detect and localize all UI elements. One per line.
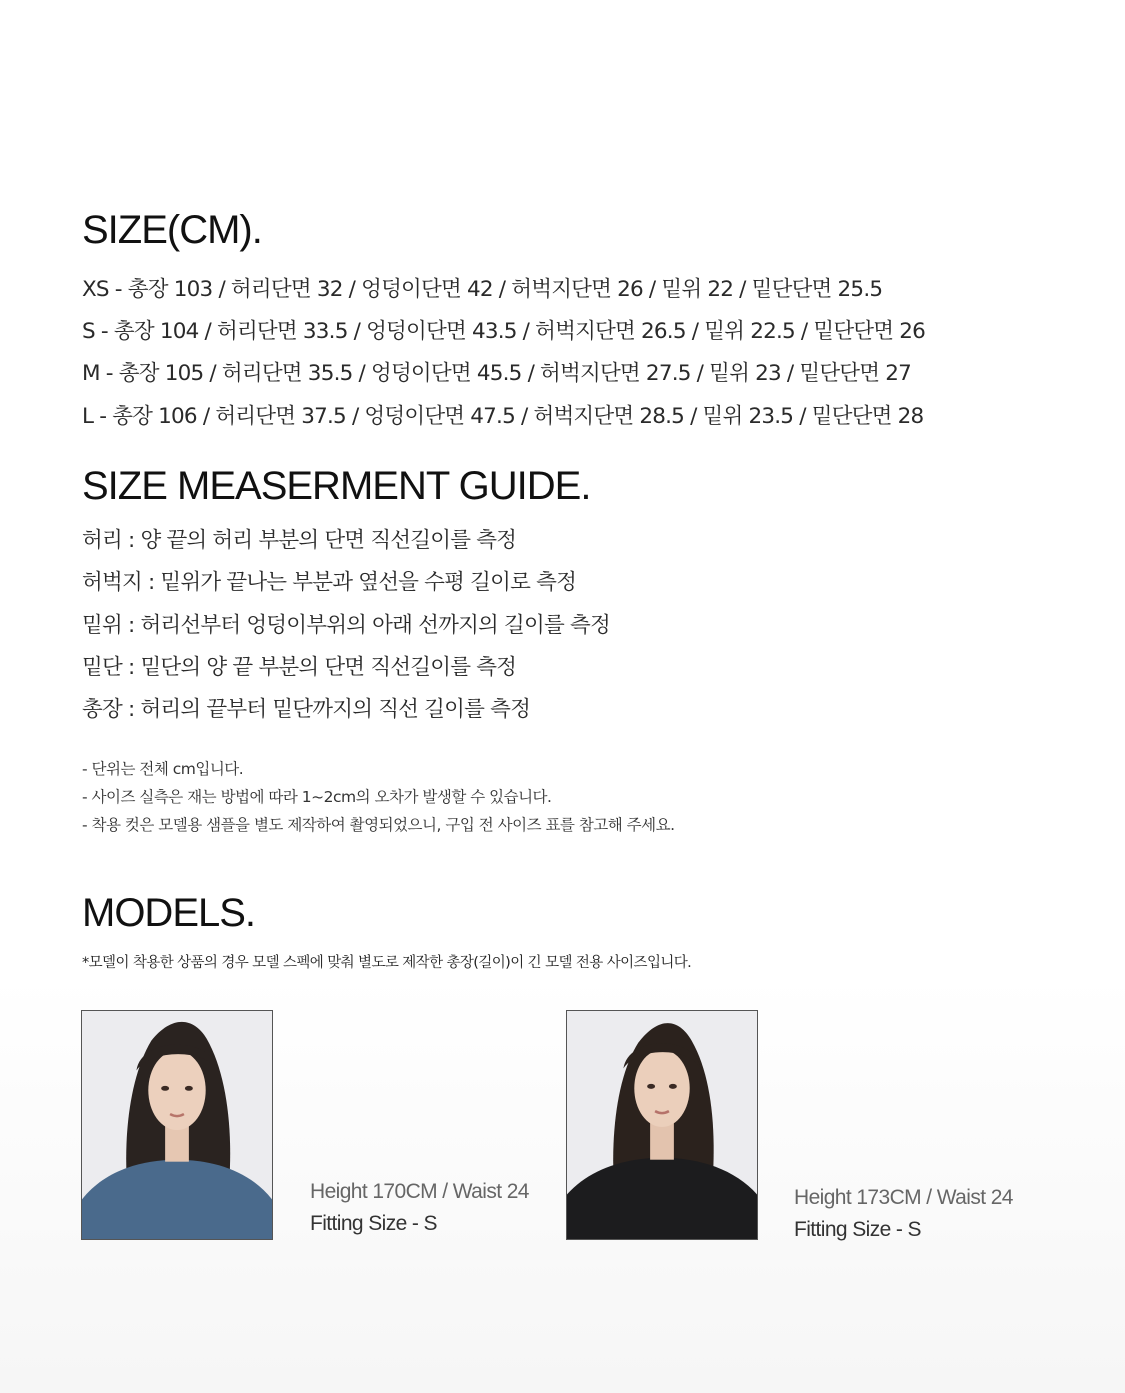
note-unit: - 단위는 전체 cm입니다. xyxy=(82,760,244,778)
model-spec-1 xyxy=(310,1180,529,1236)
size-row-m: M - 총장 105 / 허리단면 35.5 / 엉덩이단면 45.5 / 허벅지단면 27.5 / 밑위 23 / 밑단단면 27 xyxy=(82,361,912,386)
model-1-height-waist: Height 170CM / Waist 24 xyxy=(310,1180,529,1203)
model-portrait-1 xyxy=(82,1011,272,1239)
model-photo-1 xyxy=(81,1010,273,1240)
guide-item-hem: 밑단 : 밑단의 양 끝 부분의 단면 직선길이를 측정 xyxy=(82,655,517,680)
note-sample: - 착용 컷은 모델용 샘플을 별도 제작하여 촬영되었으니, 구입 전 사이즈 표를 참고해 주세요. xyxy=(82,816,675,834)
note-tolerance: - 사이즈 실측은 재는 방법에 따라 1~2cm의 오차가 발생할 수 있습니다. xyxy=(82,788,552,806)
size-row-s: S - 총장 104 / 허리단면 33.5 / 엉덩이단면 43.5 / 허벅지단면 26.5 / 밑위 22.5 / 밑단단면 26 xyxy=(82,319,926,344)
model-2-fitting-size: Fitting Size - S xyxy=(794,1218,921,1241)
guide-item-rise: 밑위 : 허리선부터 엉덩이부위의 아래 선까지의 길이를 측정 xyxy=(82,613,610,638)
size-row-xs: XS - 총장 103 / 허리단면 32 / 엉덩이단면 42 / 허벅지단면 26 / 밑위 22 / 밑단단면 25.5 xyxy=(82,277,883,302)
measurement-guide-title: SIZE MEASERMENT GUIDE. xyxy=(82,464,591,508)
model-2-height-waist: Height 173CM / Waist 24 xyxy=(794,1186,1013,1209)
model-portrait-2 xyxy=(567,1011,757,1239)
models-note: *모델이 착용한 상품의 경우 모델 스펙에 맞춰 별도로 제작한 총장(길이)이 긴 모델 전용 사이즈입니다. xyxy=(82,955,692,971)
guide-item-thigh: 허벅지 : 밑위가 끝나는 부분과 옆선을 수평 길이로 측정 xyxy=(82,570,577,595)
guide-item-length: 총장 : 허리의 끝부터 밑단까지의 직선 길이를 측정 xyxy=(82,697,531,722)
guide-item-waist: 허리 : 양 끝의 허리 부분의 단면 직선길이를 측정 xyxy=(82,528,517,553)
model-spec-2 xyxy=(794,1186,1013,1242)
models-section-title: MODELS. xyxy=(82,891,256,935)
size-section-title: SIZE(CM). xyxy=(82,208,262,252)
model-photo-2 xyxy=(566,1010,758,1240)
model-1-fitting-size: Fitting Size - S xyxy=(310,1212,437,1235)
size-row-l: L - 총장 106 / 허리단면 37.5 / 엉덩이단면 47.5 / 허벅지단면 28.5 / 밑위 23.5 / 밑단단면 28 xyxy=(82,404,924,429)
